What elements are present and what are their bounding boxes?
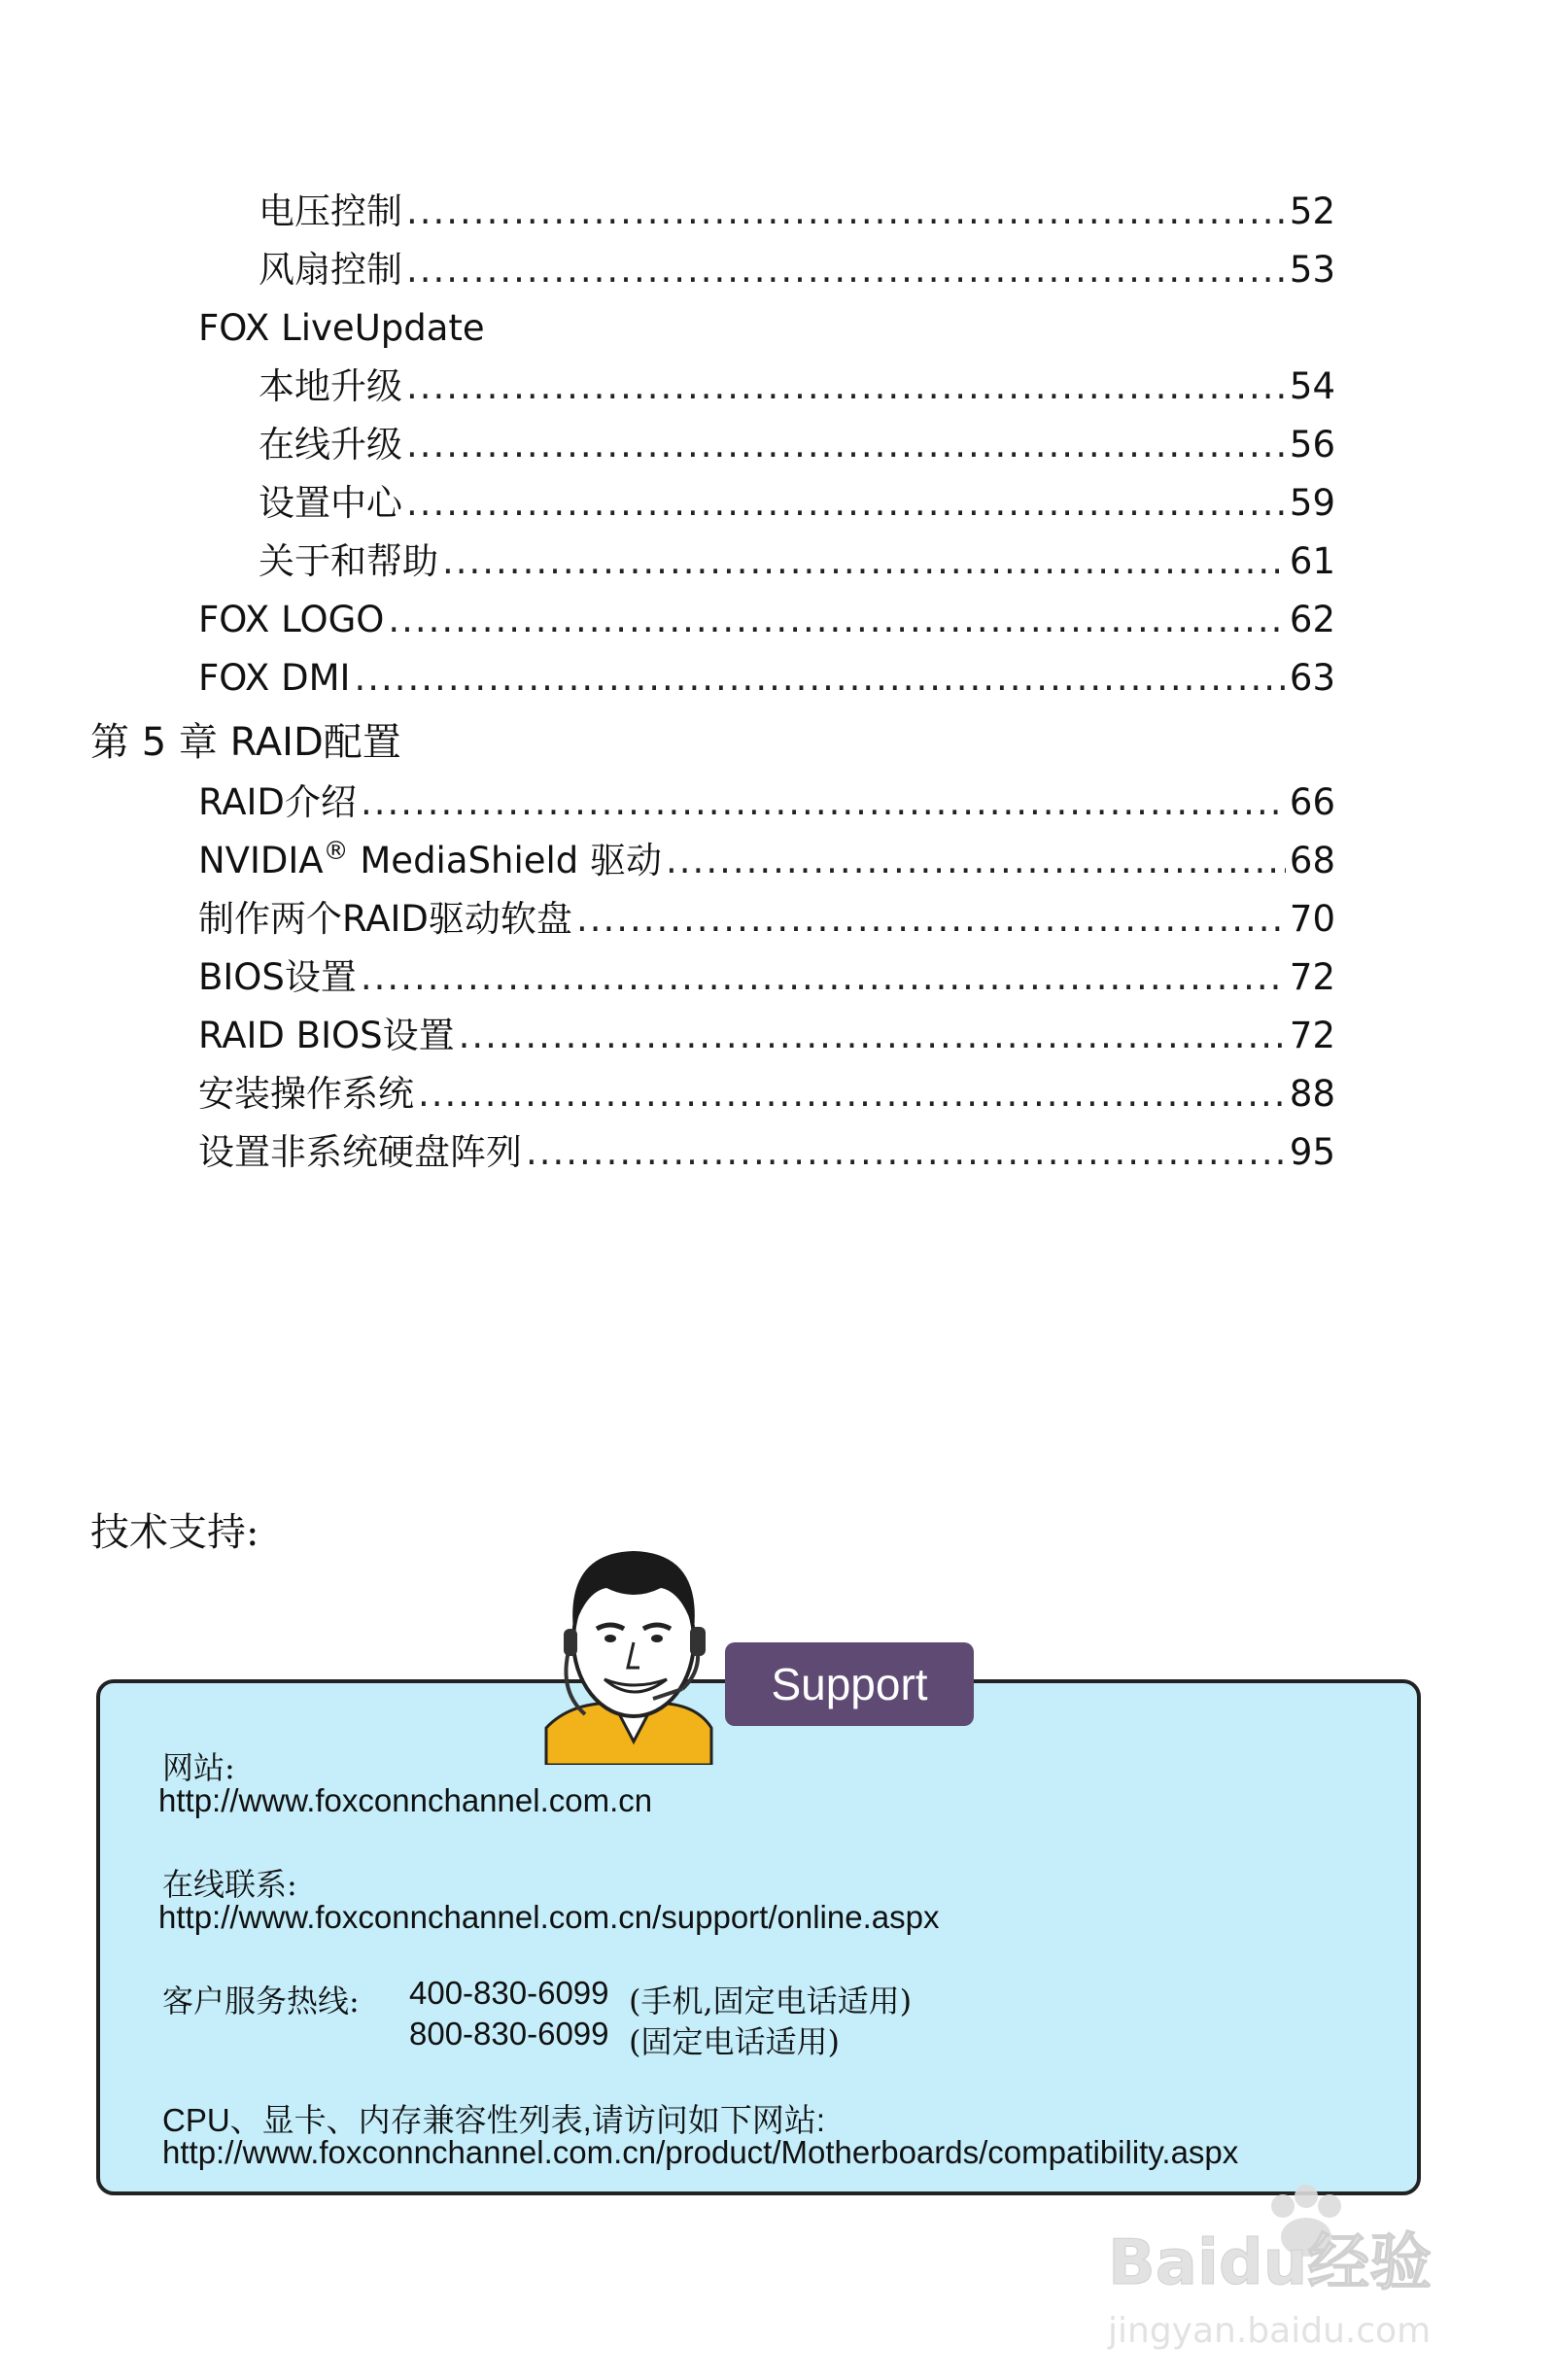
chapter-prefix: 第 [90,720,129,765]
dot-leader [406,476,1286,531]
toc-entry-title: 本地升级 [259,365,402,407]
toc-entry[interactable] [198,950,1335,1005]
toc-entry-page: 56 [1289,424,1335,466]
dot-leader [418,1067,1286,1121]
toc-entry-page: 72 [1289,956,1335,998]
compatibility-label-text: CPU、显卡、内存兼容性列表,请访问如下网站: [162,2102,826,2138]
toc-entry[interactable] [198,651,1335,706]
compatibility-link[interactable]: http://www.foxconnchannel.com.cn/product/Motherboards/compatibility.aspx [162,2134,1239,2170]
online-contact-label: 在线联系: [162,1866,297,1903]
toc-entry-title: BIOS设置 [198,956,357,998]
toc-entry-title: RAID介绍 [198,781,357,823]
toc-entry[interactable] [259,360,1335,414]
chapter-heading [90,713,401,772]
toc-entry-title-b: MediaShield 驱动 [348,840,663,881]
dot-leader [361,776,1286,830]
toc-entry-title: FOX LOGO [198,599,385,640]
toc-entry-title: 电压控制 [259,190,402,232]
toc-entry-title: RAID BIOS设置 [198,1015,455,1056]
toc-entry[interactable] [198,1009,1335,1063]
toc-entry-title: 关于和帮助 [259,540,438,582]
hotline-label: 客户服务热线: [162,1983,360,2019]
toc-entry-title [198,834,662,888]
support-panel [96,1679,1421,2195]
dot-leader [406,418,1286,472]
dot-leader [361,950,1286,1005]
toc-entry-page: 70 [1289,898,1335,940]
toc-entry-title: 在线升级 [259,424,402,466]
toc-entry[interactable] [198,1067,1335,1121]
toc-entry[interactable] [259,418,1335,472]
toc-entry-page: 72 [1289,1015,1335,1056]
toc-entry-title: 制作两个RAID驱动软盘 [198,898,572,940]
hotline-number-1: 400-830-6099 [409,1975,609,2011]
dot-leader [576,892,1286,947]
dot-leader [354,651,1285,706]
online-contact-link[interactable]: http://www.foxconnchannel.com.cn/support/online.aspx [158,1899,940,1935]
toc-entry-title: 设置非系统硬盘阵列 [198,1131,522,1173]
registered-mark: ® [323,837,349,866]
chapter-mid: 章 [178,720,218,765]
toc-entry-page: 95 [1289,1131,1335,1173]
toc-entry-page: 68 [1289,840,1335,881]
hotline-number-2: 800-830-6099 [409,2016,609,2052]
toc-entry[interactable] [259,535,1335,589]
toc-entry-title: 设置中心 [259,482,402,524]
support-section-title: 技术支持: [90,1510,259,1555]
chapter-number: 5 [141,720,167,765]
dot-leader [406,360,1286,414]
toc-entry-page: 53 [1289,249,1335,291]
toc-entry[interactable] [198,776,1335,830]
support-badge: Support [725,1642,974,1726]
toc-entry-title: 风扇控制 [259,249,402,291]
watermark-domain: jingyan.baidu.com [1108,2311,1432,2351]
dot-leader [526,1125,1286,1180]
toc-entry-page: 63 [1289,657,1335,699]
toc-entry-page: 62 [1289,599,1335,640]
toc-entry-page: 66 [1289,781,1335,823]
toc-subheading: FOX LiveUpdate [198,307,485,349]
watermark-brand: Baidu经验 [1108,2227,1433,2299]
dot-leader [442,535,1286,589]
dot-leader [459,1009,1286,1063]
toc-entry-page: 59 [1289,482,1335,524]
website-label: 网站: [162,1749,235,1786]
chapter-latin: RAID [229,720,324,765]
toc-entry-title-a: NVIDIA [198,840,324,881]
baidu-jingyan-watermark [1098,2177,1487,2371]
toc-entry[interactable] [198,834,1335,888]
toc-entry[interactable] [259,243,1335,297]
hotline-note-2: (固定电话适用) [629,2023,840,2060]
dot-leader [406,185,1286,239]
website-link[interactable]: http://www.foxconnchannel.com.cn [158,1782,653,1818]
toc-entry-page: 61 [1289,540,1335,582]
toc-entry[interactable] [198,593,1335,647]
dot-leader [666,834,1286,888]
dot-leader [388,593,1286,647]
toc-entry-page: 88 [1289,1073,1335,1115]
chapter-suffix: 配置 [323,720,401,765]
toc-entry-title: FOX DMI [198,657,351,699]
toc-entry-title: 安装操作系统 [198,1073,414,1115]
toc-entry-page: 52 [1289,190,1335,232]
toc-entry[interactable] [259,476,1335,531]
hotline-note-1: (手机,固定电话适用) [629,1983,913,2019]
toc-entry[interactable] [198,892,1335,947]
dot-leader [406,243,1286,297]
toc-entry-page: 54 [1289,365,1335,407]
toc-entry[interactable] [259,185,1335,239]
support-agent-illustration [536,1534,731,1765]
toc-entry[interactable] [198,1125,1335,1180]
